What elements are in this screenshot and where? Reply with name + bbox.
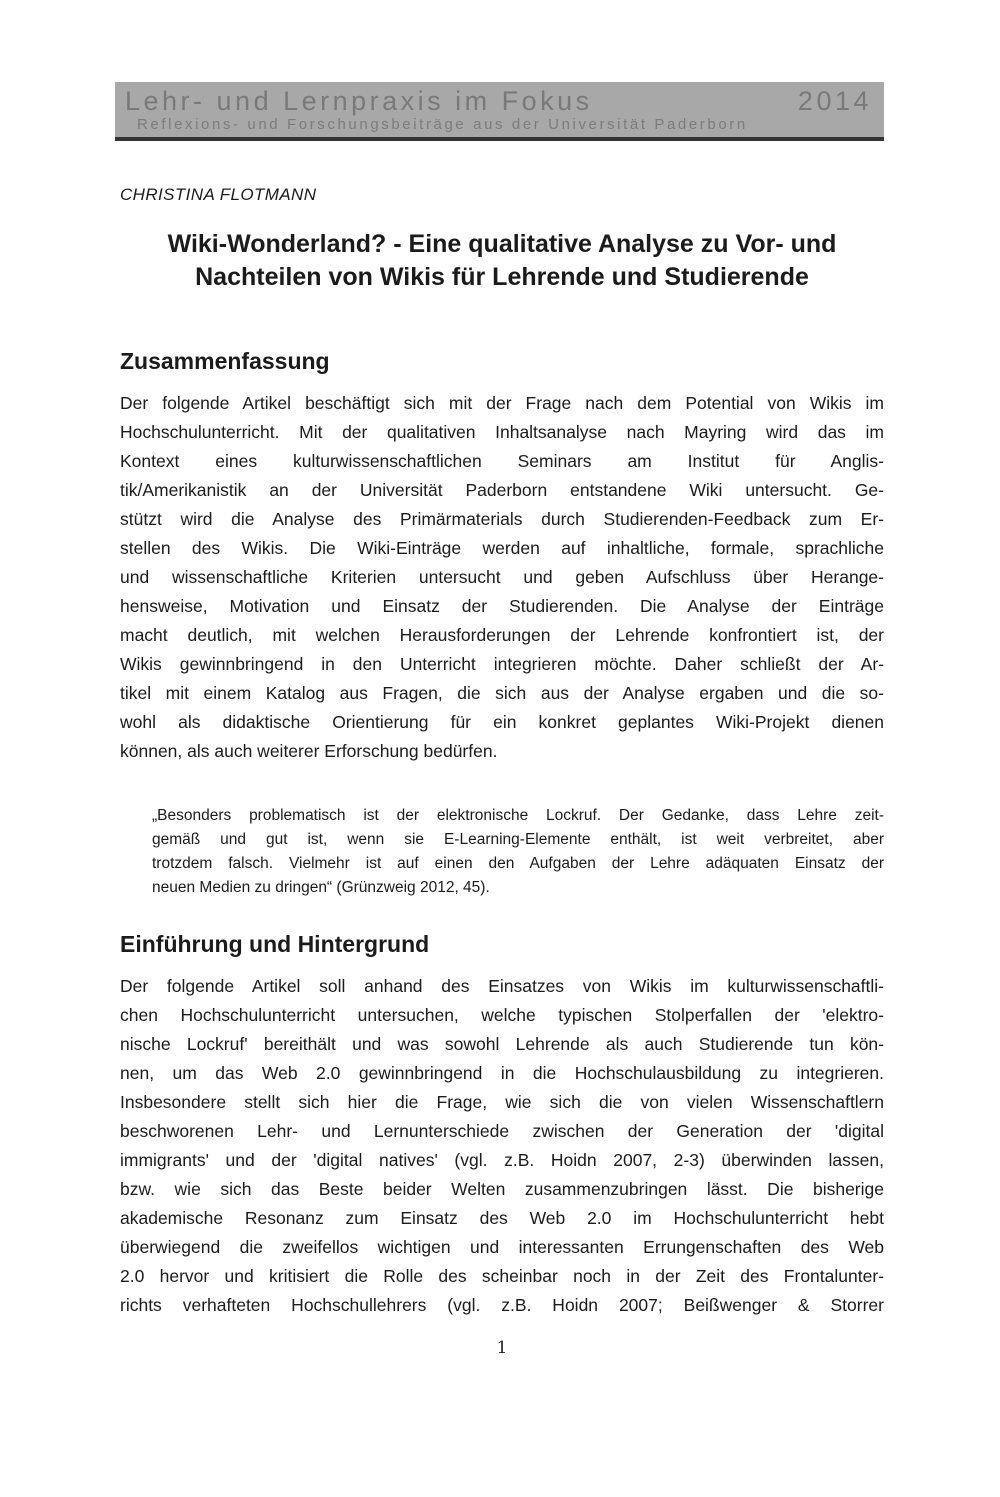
text-line: „Besonders problematisch ist der elektronische Lockruf. Der Gedanke, dass Lehre zeit- bbox=[152, 807, 884, 824]
text-line: trotzdem falsch. Vielmehr ist auf einen den Aufgaben der Lehre adäquaten Einsatz der bbox=[152, 855, 884, 872]
article-title bbox=[120, 228, 884, 294]
introduction-paragraph bbox=[120, 972, 884, 1320]
journal-subtitle: Reflexions- und Forschungsbeiträge aus der Universität Paderborn bbox=[137, 116, 748, 133]
text-line: richts verhafteten Hochschullehrers (vgl. z.B. Hoidn 2007; Beißwenger & Storrer bbox=[120, 1295, 884, 1315]
text-line: nen, um das Web 2.0 gewinnbringend in die Hochschulausbildung zu integrieren. bbox=[120, 1063, 884, 1083]
text-line: macht deutlich, mit welchen Herausforderungen der Lehrende konfrontiert ist, der bbox=[120, 625, 884, 645]
text-line: chen Hochschulunterricht untersuchen, welche typischen Stolperfallen der 'elektro- bbox=[120, 1005, 884, 1025]
text-line: stellen des Wikis. Die Wiki-Einträge werden auf inhaltliche, formale, sprachliche bbox=[120, 538, 884, 558]
journal-year: 2014 bbox=[797, 86, 872, 116]
text-line: neuen Medien zu dringen“ (Grünzweig 2012, 45). bbox=[152, 879, 490, 896]
text-line: Nachteilen von Wikis für Lehrende und Studierende bbox=[195, 263, 809, 291]
text-line: Wiki-Wonderland? - Eine qualitative Analyse zu Vor- und bbox=[167, 230, 837, 258]
text-line: überwiegend die zweifellos wichtigen und interessanten Errungenschaften des Web bbox=[120, 1237, 884, 1257]
section-heading-zusammenfassung: Zusammenfassung bbox=[120, 348, 330, 374]
text-line: stützt wird die Analyse des Primärmaterials durch Studierenden-Feedback zum Er- bbox=[120, 509, 884, 529]
author-name: CHRISTINA FLOTMANN bbox=[120, 185, 317, 204]
text-line: tik/Amerikanistik an der Universität Paderborn entstandene Wiki untersucht. Ge- bbox=[120, 480, 884, 500]
text-line: hensweise, Motivation und Einsatz der Studierenden. Die Analyse der Einträge bbox=[120, 596, 884, 616]
text-line: wohl als didaktische Orientierung für ein konkret geplantes Wiki-Projekt dienen bbox=[120, 712, 884, 732]
text-line: Wikis gewinnbringend in den Unterricht integrieren möchte. Daher schließt der Ar- bbox=[120, 654, 884, 674]
text-line: können, als auch weiterer Erforschung bedürfen. bbox=[120, 741, 498, 761]
section-heading-einfuehrung: Einführung und Hintergrund bbox=[120, 931, 430, 957]
article-page-content bbox=[120, 185, 884, 1358]
text-line: akademische Resonanz zum Einsatz des Web 2.0 im Hochschulunterricht hebt bbox=[120, 1208, 884, 1228]
text-line: Insbesondere stellt sich hier die Frage, wie sich die von vielen Wissenschaftlern bbox=[120, 1092, 884, 1112]
text-line: beschworenen Lehr- und Lernunterschiede zwischen der Generation der 'digital bbox=[120, 1121, 884, 1141]
block-quote bbox=[152, 804, 884, 900]
page-number: 1 bbox=[496, 1338, 508, 1358]
text-line: Der folgende Artikel beschäftigt sich mit der Frage nach dem Potential von Wikis im bbox=[120, 393, 884, 413]
text-line: Hochschulunterricht. Mit der qualitativen Inhaltsanalyse nach Mayring wird das im bbox=[120, 422, 884, 442]
text-line: tikel mit einem Katalog aus Fragen, die sich aus der Analyse ergaben und die so- bbox=[120, 683, 884, 703]
text-line: Der folgende Artikel soll anhand des Einsatzes von Wikis im kulturwissenschaftli- bbox=[120, 976, 884, 996]
abstract-paragraph bbox=[120, 389, 884, 766]
journal-header-banner bbox=[115, 82, 884, 141]
text-line: und wissenschaftliche Kriterien untersucht und geben Aufschluss über Herange- bbox=[120, 567, 884, 587]
journal-title-row bbox=[125, 87, 872, 115]
text-line: immigrants' und der 'digital natives' (vgl. z.B. Hoidn 2007, 2-3) überwinden lassen, bbox=[120, 1150, 884, 1170]
text-line: bzw. wie sich das Beste beider Welten zusammenzubringen lässt. Die bisherige bbox=[120, 1179, 884, 1199]
text-line: gemäß und gut ist, wenn sie E-Learning-Elemente enthält, ist weit verbreitet, aber bbox=[152, 831, 884, 848]
text-line: 2.0 hervor und kritisiert die Rolle des scheinbar noch in der Zeit des Frontalunter- bbox=[120, 1266, 884, 1286]
text-line: nische Lockruf' bereithält und was sowohl Lehrende als auch Studierende tun kön- bbox=[120, 1034, 884, 1054]
text-line: Kontext eines kulturwissenschaftlichen Seminars am Institut für Anglis- bbox=[120, 451, 884, 471]
journal-title: Lehr- und Lernpraxis im Fokus bbox=[125, 86, 593, 116]
